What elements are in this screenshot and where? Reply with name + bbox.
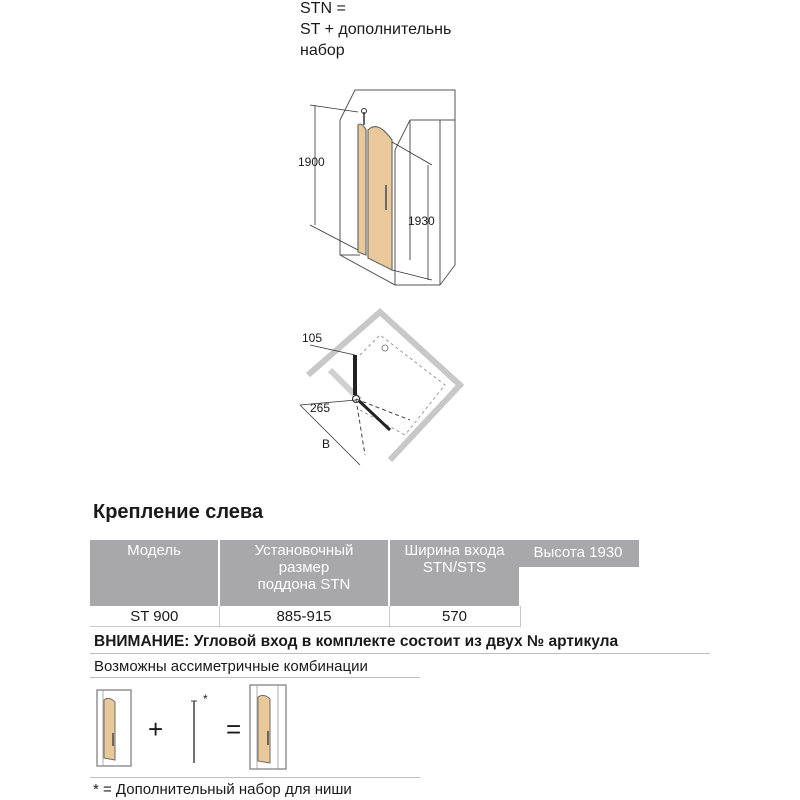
spec-table <box>90 540 521 627</box>
table-row <box>90 606 520 627</box>
combo-star: * <box>203 692 208 706</box>
dim-105-label: 105 <box>302 331 323 345</box>
section-title: Крепление слева <box>93 501 264 523</box>
top-note-line3: набор <box>300 42 345 59</box>
height-right-label: 1930 <box>408 214 435 228</box>
combo-unit-stn <box>248 683 290 773</box>
top-note-line2: ST + дополнительнь <box>300 21 452 38</box>
cell-entry-width: 570 <box>389 606 520 627</box>
cell-tray-size: 885-915 <box>219 606 389 627</box>
height-dimension-left <box>310 105 358 250</box>
glass-panel-right <box>368 127 392 270</box>
table-header-row <box>90 540 520 606</box>
dim-265-label: 265 <box>310 401 331 415</box>
combo-niche-kit <box>188 695 202 765</box>
door-panel <box>356 398 390 430</box>
enclosure-outline <box>340 90 455 285</box>
header-model: Модель <box>90 540 219 606</box>
divider <box>90 653 710 654</box>
height-dimension-right <box>392 142 432 280</box>
header-height: Высота 1930 <box>517 540 639 567</box>
divider <box>90 677 420 678</box>
dim-b-label: B <box>322 437 331 451</box>
combinations-label: Возможны ассиметричные комбинации <box>94 658 368 675</box>
elevation-drawing <box>300 80 460 290</box>
plan-drawing <box>300 300 470 470</box>
drain-icon <box>382 345 388 351</box>
tray-inner <box>360 335 445 435</box>
height-left-label: 1900 <box>298 155 325 169</box>
tray-outline <box>308 312 460 460</box>
header-entry-width: Ширина входа STN/STS <box>389 540 520 606</box>
divider <box>90 777 420 778</box>
glass-panel-left <box>358 124 366 255</box>
combo-unit-st <box>95 688 135 770</box>
top-note-line1: STN = <box>300 0 346 17</box>
combo-equals: = <box>226 714 242 744</box>
top-note <box>300 0 451 61</box>
cell-model: ST 900 <box>90 606 219 627</box>
combo-plus: + <box>148 714 164 744</box>
header-tray-size: Установочный размер поддона STN <box>219 540 389 606</box>
warning-text: ВНИМАНИЕ: Угловой вход в комплекте состоит из двух № артикула <box>94 633 619 650</box>
footnote: * = Дополнительный набор для ниши <box>93 781 352 798</box>
